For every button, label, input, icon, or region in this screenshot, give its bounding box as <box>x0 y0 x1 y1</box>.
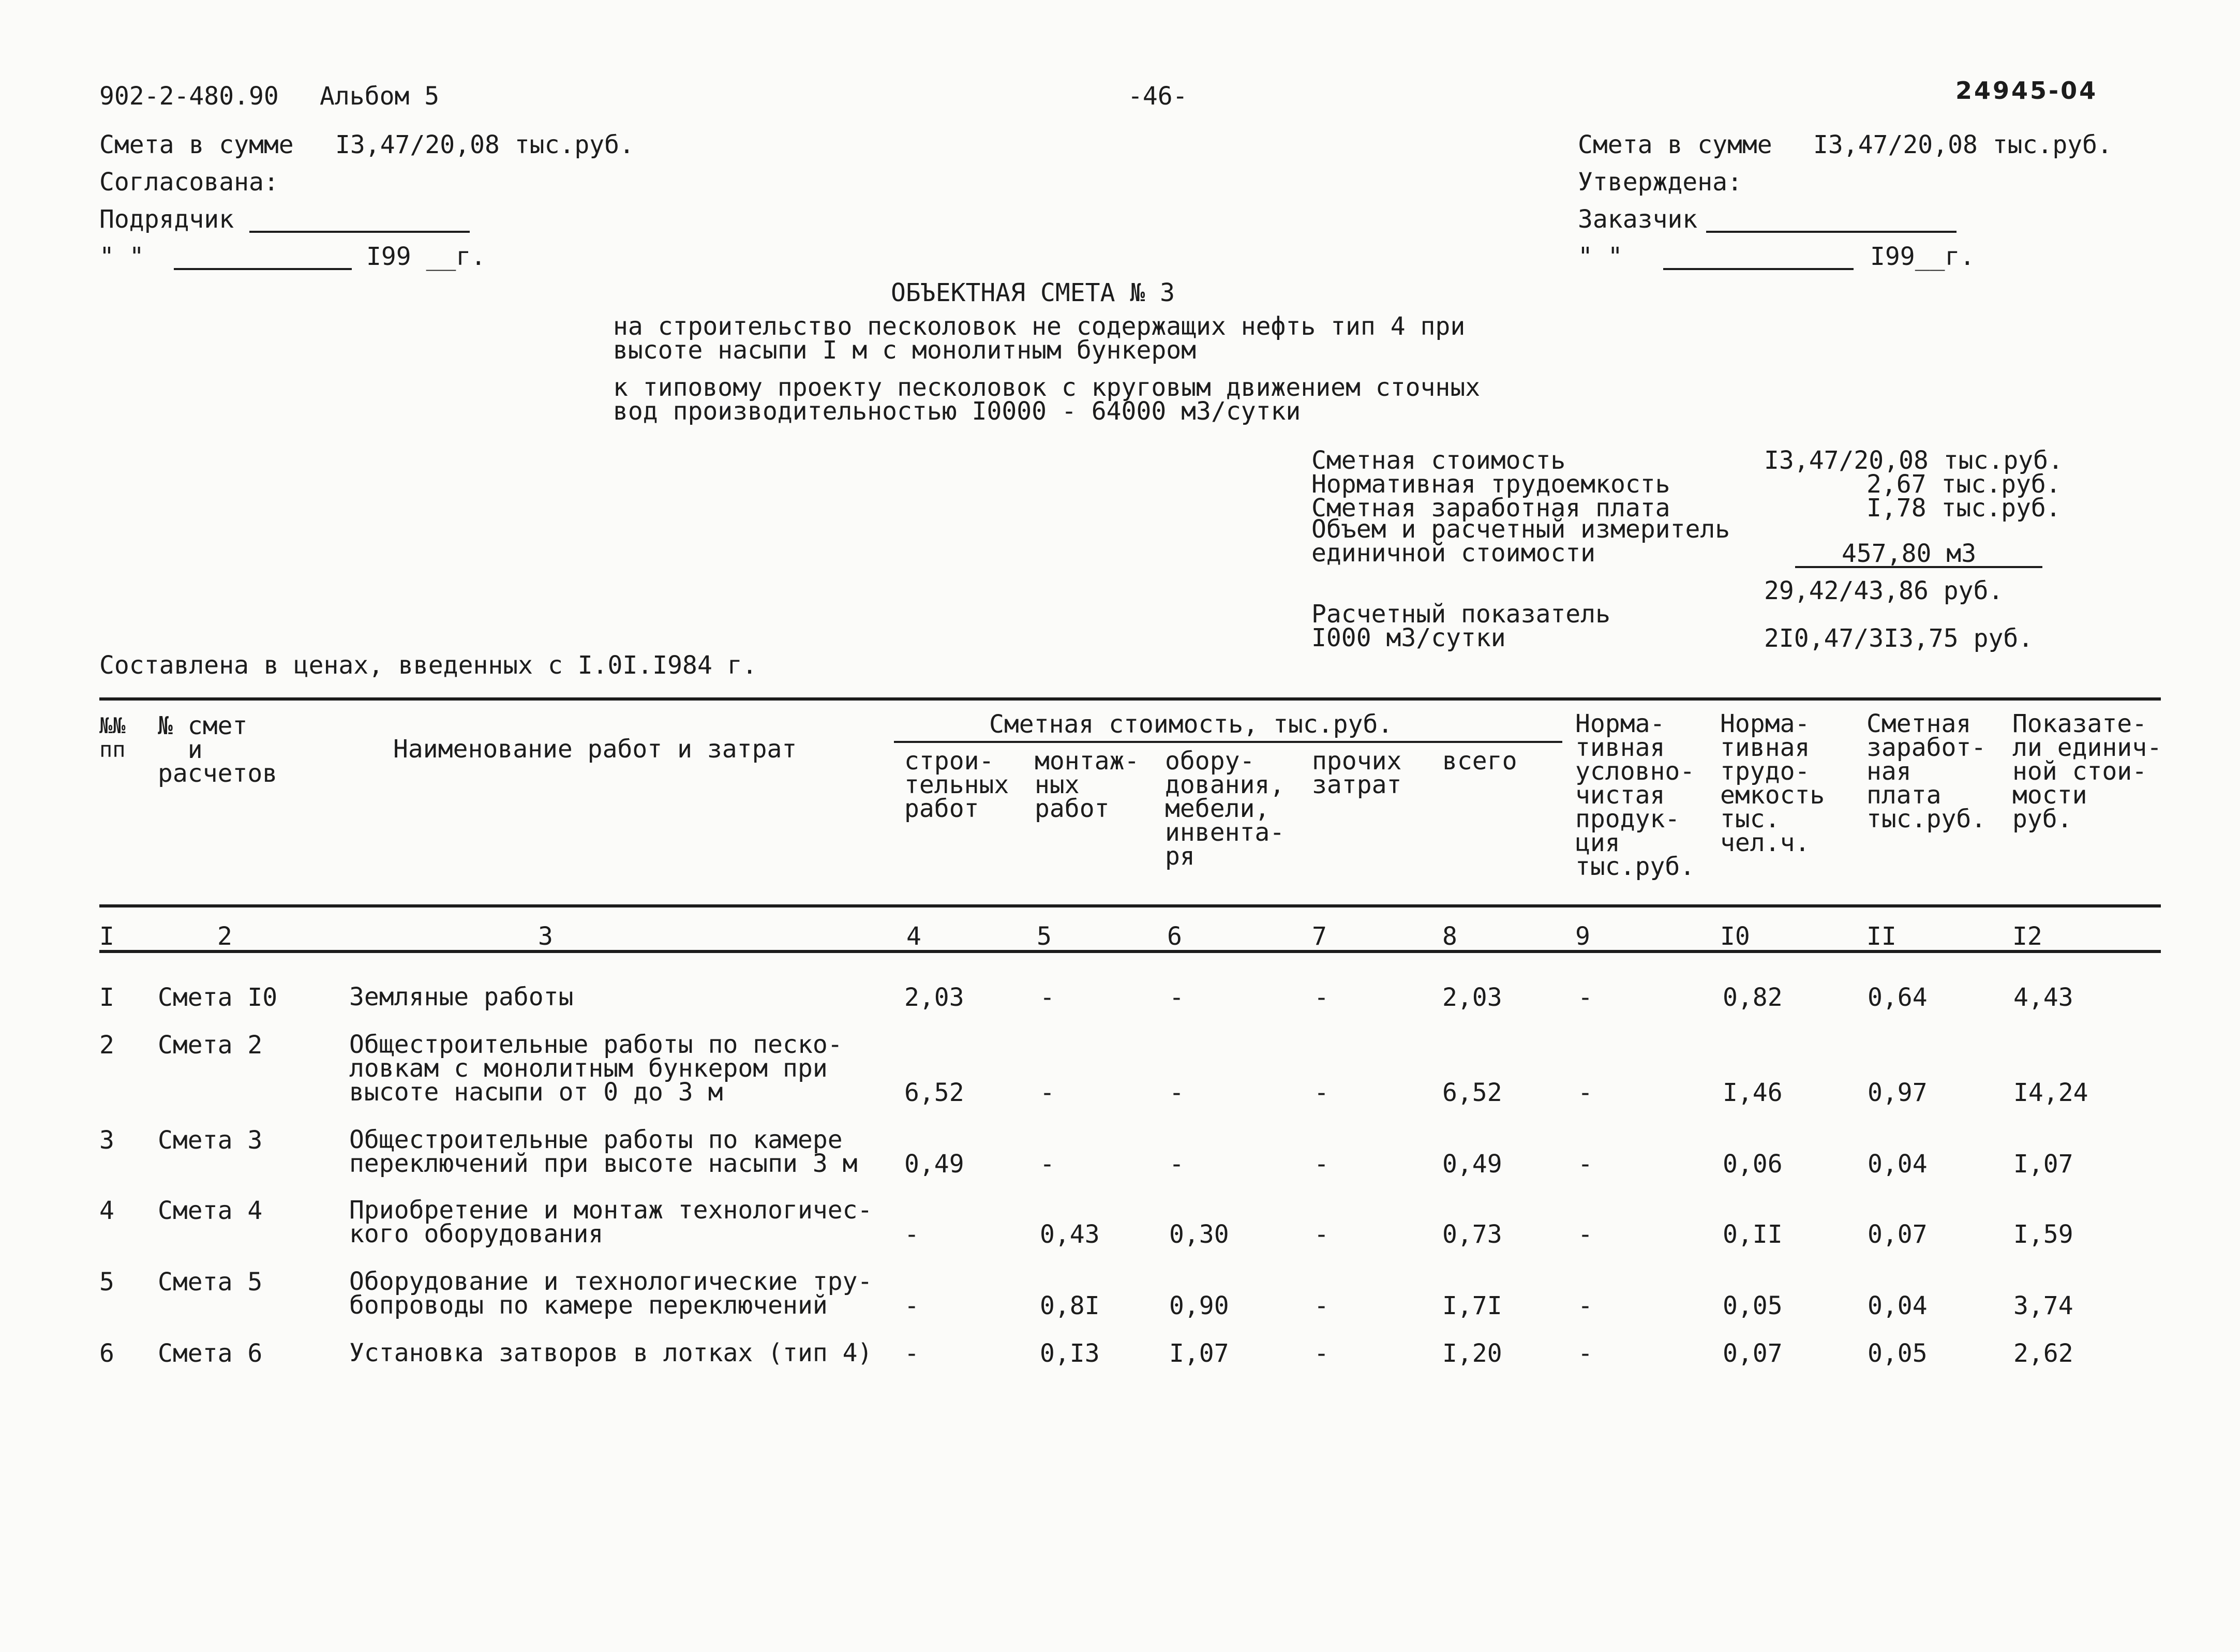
row-work-name: Оборудование и технологические тру- бопроводы по камере переключений <box>349 1267 873 1320</box>
left-year: I99 __г. <box>366 242 486 271</box>
header-estimate-number: № смет и расчетов <box>158 711 278 788</box>
row-installation: - <box>1040 983 1055 1012</box>
row-total: 0,73 <box>1442 1220 1502 1249</box>
header-wages: Сметная заработ- ная плата тыс.руб. <box>1866 709 1987 834</box>
album-label: Альбом 5 <box>320 82 440 111</box>
row-work-name: Приобретение и монтаж технологичес- кого оборудования <box>349 1196 873 1248</box>
row-number: 6 <box>99 1339 114 1368</box>
summary-cost-label: Сметная стоимость <box>1311 446 1566 475</box>
row-wages: 0,05 <box>1868 1339 1928 1368</box>
row-construction: - <box>904 1220 919 1249</box>
row-equipment: I,07 <box>1169 1339 1229 1368</box>
right-date-quotes: " " <box>1578 242 1623 271</box>
summary-wage-label: Сметная заработная плата <box>1311 494 1670 523</box>
row-estimate: Смета 5 <box>158 1268 263 1297</box>
summary-labor-value: 2,67 тыс.руб. <box>1866 470 2061 499</box>
row-total: I,7I <box>1442 1291 1502 1320</box>
header-installation: монтаж- ных работ <box>1035 747 1140 823</box>
header-normative-product: Норма- тивная условно- чистая продук- ция тыс.руб. <box>1575 709 1695 881</box>
row-construction: 6,52 <box>904 1078 964 1107</box>
header-equipment: обору- дования, мебели, инвента- ря <box>1165 747 1285 871</box>
row-equipment: - <box>1169 983 1184 1012</box>
row-other: - <box>1314 1291 1329 1320</box>
left-date-line <box>174 268 352 270</box>
row-construction: 0,49 <box>904 1150 964 1179</box>
row-estimate: Смета 2 <box>158 1031 263 1060</box>
summary-volume-label: Объем и расчетный измеритель единичной стоимости <box>1311 515 1730 568</box>
row-labor: I,46 <box>1723 1078 1783 1107</box>
row-equipment: 0,90 <box>1169 1291 1229 1320</box>
left-date-quotes: " " <box>99 242 144 271</box>
row-total: 2,03 <box>1442 983 1502 1012</box>
summary-wage-value: I,78 тыс.руб. <box>1866 494 2061 523</box>
col-number: I <box>99 922 114 951</box>
summary-indicator-value: 2I0,47/3I3,75 руб. <box>1764 624 2034 653</box>
row-other: - <box>1314 1150 1329 1179</box>
table-top-rule <box>99 697 2161 701</box>
header-construction: строи- тельных работ <box>904 747 1009 823</box>
row-wages: 0,04 <box>1868 1291 1928 1320</box>
row-wages: 0,07 <box>1868 1220 1928 1249</box>
header-work-name: Наименование работ и затрат <box>393 735 797 764</box>
row-unit-indicator: I4,24 <box>2013 1078 2088 1107</box>
document-subtitle-project: к типовому проекту песколовок с круговым движением сточных вод производительностью I0000 - 64000 м3/сутки <box>613 373 1481 426</box>
row-installation: 0,8I <box>1040 1291 1100 1320</box>
row-normative-product: - <box>1578 983 1593 1012</box>
row-other: - <box>1314 1220 1329 1249</box>
col-number: 2 <box>217 922 232 951</box>
agreed-label: Согласована: <box>99 168 279 197</box>
row-installation: - <box>1040 1078 1055 1107</box>
row-labor: 0,05 <box>1723 1291 1783 1320</box>
col-number: 3 <box>538 922 553 951</box>
right-year: I99__г. <box>1870 242 1975 271</box>
row-unit-indicator: 4,43 <box>2013 983 2073 1012</box>
row-normative-product: - <box>1578 1220 1593 1249</box>
row-estimate: Смета 6 <box>158 1339 263 1368</box>
row-labor: 0,II <box>1723 1220 1783 1249</box>
row-estimate: Смета 3 <box>158 1126 263 1155</box>
row-equipment: - <box>1169 1078 1184 1107</box>
header-row-number: №№ пп <box>99 713 126 762</box>
row-number: 5 <box>99 1268 114 1297</box>
row-work-name: Общестроительные работы по камере переключений при высоте насыпи 3 м <box>349 1125 858 1178</box>
doc-code: 902-2-480.90 <box>99 82 279 111</box>
row-labor: 0,07 <box>1723 1339 1783 1368</box>
header-labor-intensity: Норма- тивная трудо- емкость тыс. чел.ч. <box>1720 709 1825 857</box>
col-number: I0 <box>1720 922 1750 951</box>
row-equipment: 0,30 <box>1169 1220 1229 1249</box>
row-unit-indicator: 3,74 <box>2013 1291 2073 1320</box>
left-sum-label: Смета в сумме <box>99 130 294 159</box>
customer-signature-line <box>1706 231 1957 233</box>
row-number: 2 <box>99 1031 114 1060</box>
row-installation: 0,I3 <box>1040 1339 1100 1368</box>
approved-label: Утверждена: <box>1578 168 1742 197</box>
row-unit-indicator: I,07 <box>2013 1150 2073 1179</box>
left-sum-value: I3,47/20,08 тыс.руб. <box>335 130 634 159</box>
row-construction: - <box>904 1291 919 1320</box>
col-number: 9 <box>1575 922 1590 951</box>
row-estimate: Смета 4 <box>158 1196 263 1225</box>
cost-group-rule <box>894 741 1562 743</box>
row-total: 6,52 <box>1442 1078 1502 1107</box>
summary-cost-value: I3,47/20,08 тыс.руб. <box>1764 446 2063 475</box>
row-normative-product: - <box>1578 1078 1593 1107</box>
row-normative-product: - <box>1578 1291 1593 1320</box>
right-sum-label: Смета в сумме <box>1578 130 1772 159</box>
row-wages: 0,64 <box>1868 983 1928 1012</box>
contractor-label: Подрядчик <box>99 205 234 234</box>
col-number: I2 <box>2012 922 2042 951</box>
row-normative-product: - <box>1578 1150 1593 1179</box>
row-work-name: Общестроительные работы по песко- ловкам с монолитным бункером при высоте насыпи от 0 до 3 м <box>349 1030 843 1107</box>
row-number: 4 <box>99 1196 114 1225</box>
row-labor: 0,06 <box>1723 1150 1783 1179</box>
row-installation: 0,43 <box>1040 1220 1100 1249</box>
row-other: - <box>1314 983 1329 1012</box>
row-other: - <box>1314 1339 1329 1368</box>
row-total: I,20 <box>1442 1339 1502 1368</box>
header-cost-group: Сметная стоимость, тыс.руб. <box>989 710 1393 739</box>
summary-volume-value: 457,80 м3 <box>1842 539 1977 568</box>
row-number: 3 <box>99 1126 114 1155</box>
col-number: 6 <box>1167 922 1182 951</box>
row-equipment: - <box>1169 1150 1184 1179</box>
prices-note: Составлена в ценах, введенных с I.0I.I984 г. <box>99 651 757 680</box>
col-number: 7 <box>1312 922 1327 951</box>
right-sum-value: I3,47/20,08 тыс.руб. <box>1813 130 2112 159</box>
col-number: II <box>1866 922 1896 951</box>
column-numbers-rule <box>99 950 2161 953</box>
summary-indicator-label: Расчетный показатель I000 м3/сутки <box>1311 600 1610 652</box>
row-work-name: Установка затворов в лотках (тип 4) <box>349 1338 873 1367</box>
volume-underline <box>1795 566 2042 568</box>
customer-label: Заказчик <box>1578 205 1698 234</box>
col-number: 8 <box>1442 922 1457 951</box>
page-number: -46- <box>1128 82 1188 111</box>
col-number: 4 <box>906 922 921 951</box>
contractor-signature-line <box>249 231 470 233</box>
header-bottom-rule <box>99 904 2161 907</box>
header-unit-indicators: Показате- ли единич- ной стои- мости руб. <box>2012 709 2162 834</box>
summary-labor-label: Нормативная трудоемкость <box>1311 470 1670 499</box>
row-total: 0,49 <box>1442 1150 1502 1179</box>
header-total: всего <box>1442 747 1517 776</box>
right-date-line <box>1663 268 1854 270</box>
row-unit-indicator: I,59 <box>2013 1220 2073 1249</box>
header-other-costs: прочих затрат <box>1312 747 1402 799</box>
row-construction: - <box>904 1339 919 1368</box>
row-other: - <box>1314 1078 1329 1107</box>
row-unit-indicator: 2,62 <box>2013 1339 2073 1368</box>
col-number: 5 <box>1037 922 1052 951</box>
summary-unit-cost: 29,42/43,86 руб. <box>1764 576 2004 605</box>
row-installation: - <box>1040 1150 1055 1179</box>
row-normative-product: - <box>1578 1339 1593 1368</box>
row-estimate: Смета I0 <box>158 983 278 1012</box>
row-number: I <box>99 983 114 1012</box>
row-construction: 2,03 <box>904 983 964 1012</box>
document-title: ОБЪЕКТНАЯ СМЕТА № 3 <box>891 278 1175 307</box>
row-wages: 0,97 <box>1868 1078 1928 1107</box>
archive-stamp-number: 24945-04 <box>1955 77 2098 105</box>
row-wages: 0,04 <box>1868 1150 1928 1179</box>
row-work-name: Земляные работы <box>349 983 574 1011</box>
row-labor: 0,82 <box>1723 983 1783 1012</box>
document-subtitle-purpose: на строительство песколовок не содержащих нефть тип 4 при высоте насыпи I м с монолитным бункером <box>613 312 1466 365</box>
